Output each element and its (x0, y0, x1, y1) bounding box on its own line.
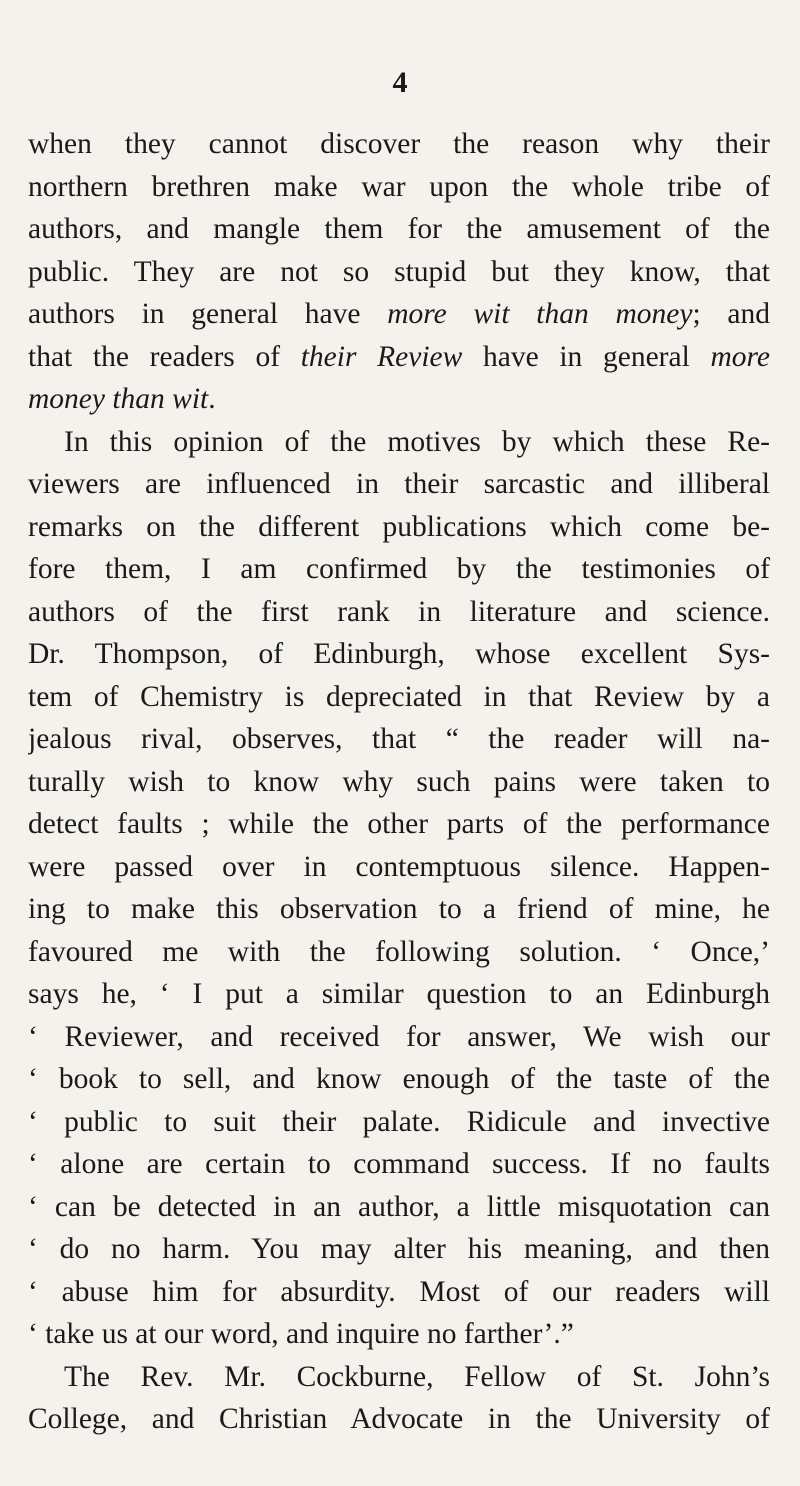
text-segment: jealous rival, observes, that “ the reader will na- (28, 723, 770, 755)
text-line (28, 1398, 770, 1441)
text-line (28, 548, 770, 591)
text-line (28, 973, 770, 1016)
text-segment: ‘ book to sell, and know enough of the taste of the (28, 1063, 770, 1095)
text-line (28, 251, 770, 294)
text-segment: Dr. Thompson, of Edinburgh, whose excellent Sys- (28, 638, 770, 670)
text-line (28, 591, 770, 634)
text-segment: ‘ do no harm. You may alter his meaning, and then (28, 1233, 770, 1265)
text-segment: ; and (692, 298, 770, 330)
text-segment: remarks on the different publications which come be- (28, 510, 770, 543)
text-segment: ‘ public to suit their palate. Ridicule and invective (28, 1105, 770, 1138)
text-segment: were passed over in contemptuous silence. Happen- (28, 850, 770, 883)
text-line (28, 888, 770, 931)
text-line (28, 1271, 770, 1314)
text-segment: favoured me with the following solution. ‘ Once,’ (28, 935, 770, 968)
text-line (28, 506, 770, 549)
text-line (28, 931, 770, 974)
text-segment: ‘ take us at our word, and inquire no farther’.” (28, 1318, 574, 1350)
text-segment: . (208, 383, 216, 415)
text-line (28, 1143, 770, 1186)
text-line (28, 1058, 770, 1101)
text-line (28, 1101, 770, 1144)
text-segment: The Rev. Mr. Cockburne, Fellow of St. John’s (64, 1360, 770, 1393)
page-number: 4 (392, 66, 408, 99)
text-line (28, 1016, 770, 1059)
text-segment: ‘ Reviewer, and received for answer, We wish our (28, 1020, 770, 1053)
text-line (28, 421, 770, 464)
text-segment: authors in general have (28, 298, 388, 330)
text-line (28, 633, 770, 676)
text-segment: turally wish to know why such pains were taken to (28, 765, 770, 798)
text-segment: fore them, I am confirmed by the testimonies of (28, 553, 770, 585)
body-text (28, 123, 770, 1441)
text-line (28, 1313, 770, 1356)
text-line (28, 336, 770, 379)
text-line (28, 1228, 770, 1271)
text-line (28, 378, 770, 421)
text-segment: ‘ abuse him for absurdity. Most of our readers will (28, 1275, 770, 1308)
text-segment: northern brethren make war upon the whole tribe of (28, 170, 770, 203)
text-segment: In this opinion of the motives by which these Re- (64, 425, 770, 458)
italic-text: money than wit (28, 383, 209, 415)
text-segment: ‘ can be detected in an author, a little misquotation can (28, 1190, 770, 1223)
text-segment: authors, and mangle them for the amusement of the (28, 213, 770, 245)
text-line (28, 123, 770, 166)
text-segment: College, and Christian Advocate in the University of (28, 1403, 770, 1435)
text-segment: when they cannot discover the reason why their (28, 128, 770, 160)
text-segment: tem of Chemistry is depreciated in that Review by a (28, 680, 770, 713)
text-segment: detect faults ; while the other parts of the performance (28, 808, 770, 840)
text-line (28, 1356, 770, 1399)
text-line (28, 761, 770, 804)
text-line (28, 803, 770, 846)
text-segment: says he, ‘ I put a similar question to an Edinburgh (28, 978, 770, 1010)
text-line (28, 293, 770, 336)
italic-text: more wit than money (387, 298, 693, 330)
italic-text: their Review (300, 340, 463, 373)
text-line (28, 718, 770, 761)
text-segment: viewers are influenced in their sarcastic and illiberal (28, 468, 770, 500)
text-line (28, 208, 770, 251)
text-line (28, 846, 770, 889)
text-segment: ing to make this observation to a friend of mine, he (28, 893, 770, 925)
text-line (28, 676, 770, 719)
text-segment: ‘ alone are certain to command success. If no faults (28, 1148, 770, 1180)
text-line (28, 463, 770, 506)
text-segment: public. They are not so stupid but they know, that (28, 255, 770, 288)
text-line (28, 166, 770, 209)
text-line (28, 1186, 770, 1229)
italic-text: more (710, 340, 770, 373)
text-segment: have in general (462, 340, 711, 373)
text-segment: authors of the first rank in literature and science. (28, 595, 770, 628)
text-segment: that the readers of (28, 340, 301, 373)
